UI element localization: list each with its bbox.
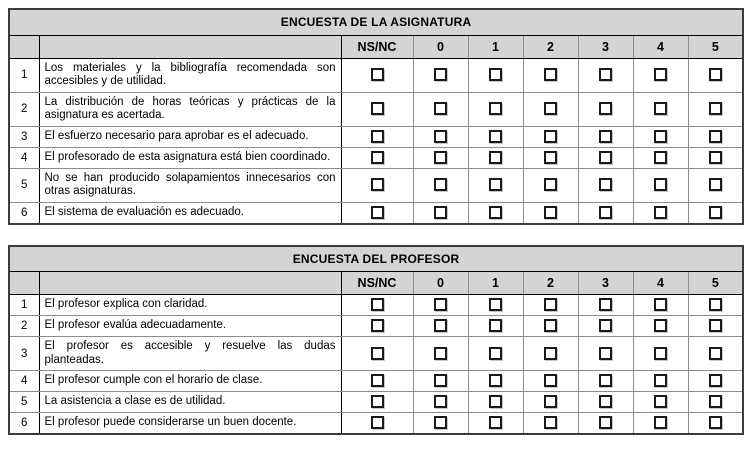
checkbox-5[interactable]	[709, 151, 722, 164]
checkbox-4[interactable]	[654, 68, 667, 81]
checkbox-1[interactable]	[489, 151, 502, 164]
checkbox-5[interactable]	[709, 374, 722, 387]
checkbox-cell	[413, 92, 468, 126]
checkbox-3[interactable]	[599, 151, 612, 164]
checkbox-5[interactable]	[709, 178, 722, 191]
checkbox-2[interactable]	[544, 130, 557, 143]
table-row	[9, 371, 743, 392]
checkbox-2[interactable]	[544, 178, 557, 191]
column-header-4: 4	[633, 272, 688, 295]
checkbox-ns-nc[interactable]	[371, 178, 384, 191]
column-header-0: 0	[413, 35, 468, 58]
checkbox-cell	[523, 316, 578, 337]
checkbox-ns-nc[interactable]	[371, 102, 384, 115]
checkbox-3[interactable]	[599, 298, 612, 311]
checkbox-cell	[578, 316, 633, 337]
checkbox-cell	[413, 371, 468, 392]
checkbox-cell	[468, 371, 523, 392]
checkbox-4[interactable]	[654, 206, 667, 219]
checkbox-cell	[688, 168, 743, 202]
column-header-5: 5	[688, 272, 743, 295]
checkbox-1[interactable]	[489, 130, 502, 143]
checkbox-1[interactable]	[489, 416, 502, 429]
checkbox-cell	[633, 92, 688, 126]
table-row	[9, 126, 743, 147]
checkbox-cell	[578, 295, 633, 316]
row-statement: El profesor es accesible y resuelve las dudas planteadas.	[39, 337, 341, 371]
checkbox-3[interactable]	[599, 395, 612, 408]
checkbox-cell	[578, 126, 633, 147]
table-row	[9, 58, 743, 92]
checkbox-5[interactable]	[709, 68, 722, 81]
checkbox-cell	[523, 147, 578, 168]
checkbox-0[interactable]	[434, 416, 447, 429]
column-header-ns-nc: NS/NC	[341, 35, 413, 58]
checkbox-3[interactable]	[599, 416, 612, 429]
checkbox-4[interactable]	[654, 102, 667, 115]
checkbox-cell	[688, 337, 743, 371]
checkbox-1[interactable]	[489, 395, 502, 408]
checkbox-1[interactable]	[489, 374, 502, 387]
row-number: 5	[9, 168, 39, 202]
checkbox-cell	[413, 413, 468, 435]
checkbox-2[interactable]	[544, 68, 557, 81]
row-statement: El profesor puede considerarse un buen docente.	[39, 413, 341, 435]
checkbox-cell	[523, 413, 578, 435]
row-statement: El esfuerzo necesario para aprobar es el adecuado.	[39, 126, 341, 147]
table-row	[9, 168, 743, 202]
column-header-1: 1	[468, 272, 523, 295]
row-number: 3	[9, 126, 39, 147]
row-statement: El profesor explica con claridad.	[39, 295, 341, 316]
column-header-2: 2	[523, 272, 578, 295]
checkbox-cell	[578, 413, 633, 435]
checkbox-cell	[633, 316, 688, 337]
checkbox-0[interactable]	[434, 102, 447, 115]
checkbox-5[interactable]	[709, 206, 722, 219]
encuesta-asignatura-table	[8, 8, 744, 225]
checkbox-cell	[633, 168, 688, 202]
checkbox-1[interactable]	[489, 102, 502, 115]
checkbox-cell	[468, 202, 523, 224]
checkbox-0[interactable]	[434, 151, 447, 164]
checkbox-4[interactable]	[654, 374, 667, 387]
row-number: 3	[9, 337, 39, 371]
checkbox-1[interactable]	[489, 68, 502, 81]
table-row	[9, 147, 743, 168]
row-statement: El profesorado de esta asignatura está bien coordinado.	[39, 147, 341, 168]
checkbox-5[interactable]	[709, 395, 722, 408]
checkbox-ns-nc[interactable]	[371, 68, 384, 81]
checkbox-0[interactable]	[434, 395, 447, 408]
checkbox-3[interactable]	[599, 68, 612, 81]
checkbox-cell	[523, 202, 578, 224]
column-header-3: 3	[578, 272, 633, 295]
checkbox-cell	[341, 58, 413, 92]
checkbox-4[interactable]	[654, 298, 667, 311]
row-number: 4	[9, 147, 39, 168]
checkbox-ns-nc[interactable]	[371, 151, 384, 164]
checkbox-cell	[413, 392, 468, 413]
checkbox-4[interactable]	[654, 416, 667, 429]
corner-statement-cell	[39, 35, 341, 58]
checkbox-cell	[341, 337, 413, 371]
encuesta-profesor-table	[8, 245, 744, 436]
checkbox-cell	[341, 202, 413, 224]
checkbox-5[interactable]	[709, 319, 722, 332]
checkbox-5[interactable]	[709, 347, 722, 360]
checkbox-cell	[688, 392, 743, 413]
row-statement: Los materiales y la bibliografía recomendada son accesibles y de utilidad.	[39, 58, 341, 92]
checkbox-cell	[523, 295, 578, 316]
table-title: ENCUESTA DEL PROFESOR	[9, 246, 743, 272]
checkbox-0[interactable]	[434, 178, 447, 191]
checkbox-0[interactable]	[434, 319, 447, 332]
checkbox-cell	[688, 202, 743, 224]
checkbox-cell	[341, 413, 413, 435]
checkbox-ns-nc[interactable]	[371, 395, 384, 408]
checkbox-0[interactable]	[434, 206, 447, 219]
checkbox-ns-nc[interactable]	[371, 298, 384, 311]
table-row	[9, 202, 743, 224]
checkbox-cell	[523, 168, 578, 202]
column-header-5: 5	[688, 35, 743, 58]
table-row	[9, 92, 743, 126]
checkbox-cell	[341, 126, 413, 147]
checkbox-cell	[633, 337, 688, 371]
checkbox-0[interactable]	[434, 298, 447, 311]
checkbox-cell	[523, 126, 578, 147]
row-number: 5	[9, 392, 39, 413]
checkbox-cell	[468, 392, 523, 413]
checkbox-cell	[633, 58, 688, 92]
checkbox-0[interactable]	[434, 374, 447, 387]
checkbox-cell	[413, 337, 468, 371]
row-statement: El sistema de evaluación es adecuado.	[39, 202, 341, 224]
checkbox-cell	[688, 147, 743, 168]
checkbox-cell	[578, 202, 633, 224]
checkbox-3[interactable]	[599, 374, 612, 387]
checkbox-cell	[468, 58, 523, 92]
checkbox-cell	[688, 413, 743, 435]
checkbox-cell	[633, 371, 688, 392]
checkbox-ns-nc[interactable]	[371, 416, 384, 429]
row-number: 6	[9, 202, 39, 224]
checkbox-ns-nc[interactable]	[371, 347, 384, 360]
row-number: 1	[9, 295, 39, 316]
row-statement: No se han producido solapamientos innecesarios con otras asignaturas.	[39, 168, 341, 202]
row-statement: El profesor evalúa adecuadamente.	[39, 316, 341, 337]
checkbox-cell	[578, 371, 633, 392]
checkbox-0[interactable]	[434, 68, 447, 81]
checkbox-1[interactable]	[489, 178, 502, 191]
checkbox-cell	[523, 337, 578, 371]
checkbox-2[interactable]	[544, 102, 557, 115]
checkbox-4[interactable]	[654, 130, 667, 143]
checkbox-cell	[523, 58, 578, 92]
checkbox-cell	[413, 202, 468, 224]
checkbox-cell	[578, 337, 633, 371]
checkbox-ns-nc[interactable]	[371, 319, 384, 332]
table-title: ENCUESTA DE LA ASIGNATURA	[9, 9, 743, 35]
column-header-1: 1	[468, 35, 523, 58]
column-header-ns-nc: NS/NC	[341, 272, 413, 295]
checkbox-cell	[633, 413, 688, 435]
checkbox-2[interactable]	[544, 347, 557, 360]
checkbox-3[interactable]	[599, 178, 612, 191]
checkbox-2[interactable]	[544, 319, 557, 332]
checkbox-cell	[468, 295, 523, 316]
checkbox-2[interactable]	[544, 151, 557, 164]
checkbox-3[interactable]	[599, 347, 612, 360]
checkbox-2[interactable]	[544, 298, 557, 311]
checkbox-1[interactable]	[489, 347, 502, 360]
checkbox-3[interactable]	[599, 102, 612, 115]
checkbox-4[interactable]	[654, 178, 667, 191]
checkbox-cell	[688, 295, 743, 316]
checkbox-cell	[341, 316, 413, 337]
checkbox-cell	[341, 371, 413, 392]
checkbox-cell	[413, 147, 468, 168]
checkbox-cell	[633, 295, 688, 316]
checkbox-2[interactable]	[544, 395, 557, 408]
checkbox-5[interactable]	[709, 102, 722, 115]
row-number: 6	[9, 413, 39, 435]
checkbox-cell	[468, 316, 523, 337]
checkbox-cell	[578, 168, 633, 202]
checkbox-cell	[341, 92, 413, 126]
checkbox-cell	[523, 92, 578, 126]
checkbox-5[interactable]	[709, 130, 722, 143]
row-number: 4	[9, 371, 39, 392]
checkbox-5[interactable]	[709, 416, 722, 429]
checkbox-cell	[633, 202, 688, 224]
checkbox-cell	[468, 337, 523, 371]
checkbox-4[interactable]	[654, 151, 667, 164]
checkbox-5[interactable]	[709, 298, 722, 311]
corner-number-cell	[9, 35, 39, 58]
checkbox-ns-nc[interactable]	[371, 374, 384, 387]
corner-number-cell	[9, 272, 39, 295]
checkbox-3[interactable]	[599, 130, 612, 143]
checkbox-cell	[578, 92, 633, 126]
checkbox-cell	[688, 92, 743, 126]
row-number: 2	[9, 316, 39, 337]
checkbox-0[interactable]	[434, 130, 447, 143]
checkbox-cell	[413, 168, 468, 202]
row-statement: La distribución de horas teóricas y prácticas de la asignatura es acertada.	[39, 92, 341, 126]
checkbox-2[interactable]	[544, 374, 557, 387]
checkbox-cell	[413, 316, 468, 337]
checkbox-cell	[633, 147, 688, 168]
checkbox-cell	[633, 392, 688, 413]
table-row	[9, 295, 743, 316]
column-header-0: 0	[413, 272, 468, 295]
checkbox-3[interactable]	[599, 206, 612, 219]
checkbox-ns-nc[interactable]	[371, 206, 384, 219]
checkbox-1[interactable]	[489, 298, 502, 311]
checkbox-cell	[633, 126, 688, 147]
row-statement: El profesor cumple con el horario de clase.	[39, 371, 341, 392]
checkbox-1[interactable]	[489, 206, 502, 219]
table-row	[9, 337, 743, 371]
row-number: 2	[9, 92, 39, 126]
table-row	[9, 392, 743, 413]
checkbox-cell	[688, 316, 743, 337]
checkbox-cell	[578, 392, 633, 413]
row-statement: La asistencia a clase es de utilidad.	[39, 392, 341, 413]
checkbox-4[interactable]	[654, 319, 667, 332]
checkbox-1[interactable]	[489, 319, 502, 332]
checkbox-cell	[468, 126, 523, 147]
checkbox-cell	[341, 168, 413, 202]
checkbox-cell	[523, 371, 578, 392]
checkbox-3[interactable]	[599, 319, 612, 332]
corner-statement-cell	[39, 272, 341, 295]
checkbox-cell	[341, 295, 413, 316]
checkbox-4[interactable]	[654, 347, 667, 360]
checkbox-ns-nc[interactable]	[371, 130, 384, 143]
checkbox-cell	[578, 58, 633, 92]
checkbox-cell	[578, 147, 633, 168]
table-row	[9, 316, 743, 337]
checkbox-cell	[341, 147, 413, 168]
checkbox-2[interactable]	[544, 416, 557, 429]
table-row	[9, 413, 743, 435]
checkbox-cell	[468, 92, 523, 126]
checkbox-2[interactable]	[544, 206, 557, 219]
checkbox-cell	[523, 392, 578, 413]
checkbox-4[interactable]	[654, 395, 667, 408]
checkbox-cell	[688, 371, 743, 392]
checkbox-cell	[468, 168, 523, 202]
column-header-4: 4	[633, 35, 688, 58]
checkbox-0[interactable]	[434, 347, 447, 360]
checkbox-cell	[688, 58, 743, 92]
column-header-3: 3	[578, 35, 633, 58]
checkbox-cell	[413, 295, 468, 316]
column-header-2: 2	[523, 35, 578, 58]
checkbox-cell	[341, 392, 413, 413]
checkbox-cell	[468, 147, 523, 168]
checkbox-cell	[413, 58, 468, 92]
checkbox-cell	[688, 126, 743, 147]
checkbox-cell	[468, 413, 523, 435]
row-number: 1	[9, 58, 39, 92]
checkbox-cell	[413, 126, 468, 147]
